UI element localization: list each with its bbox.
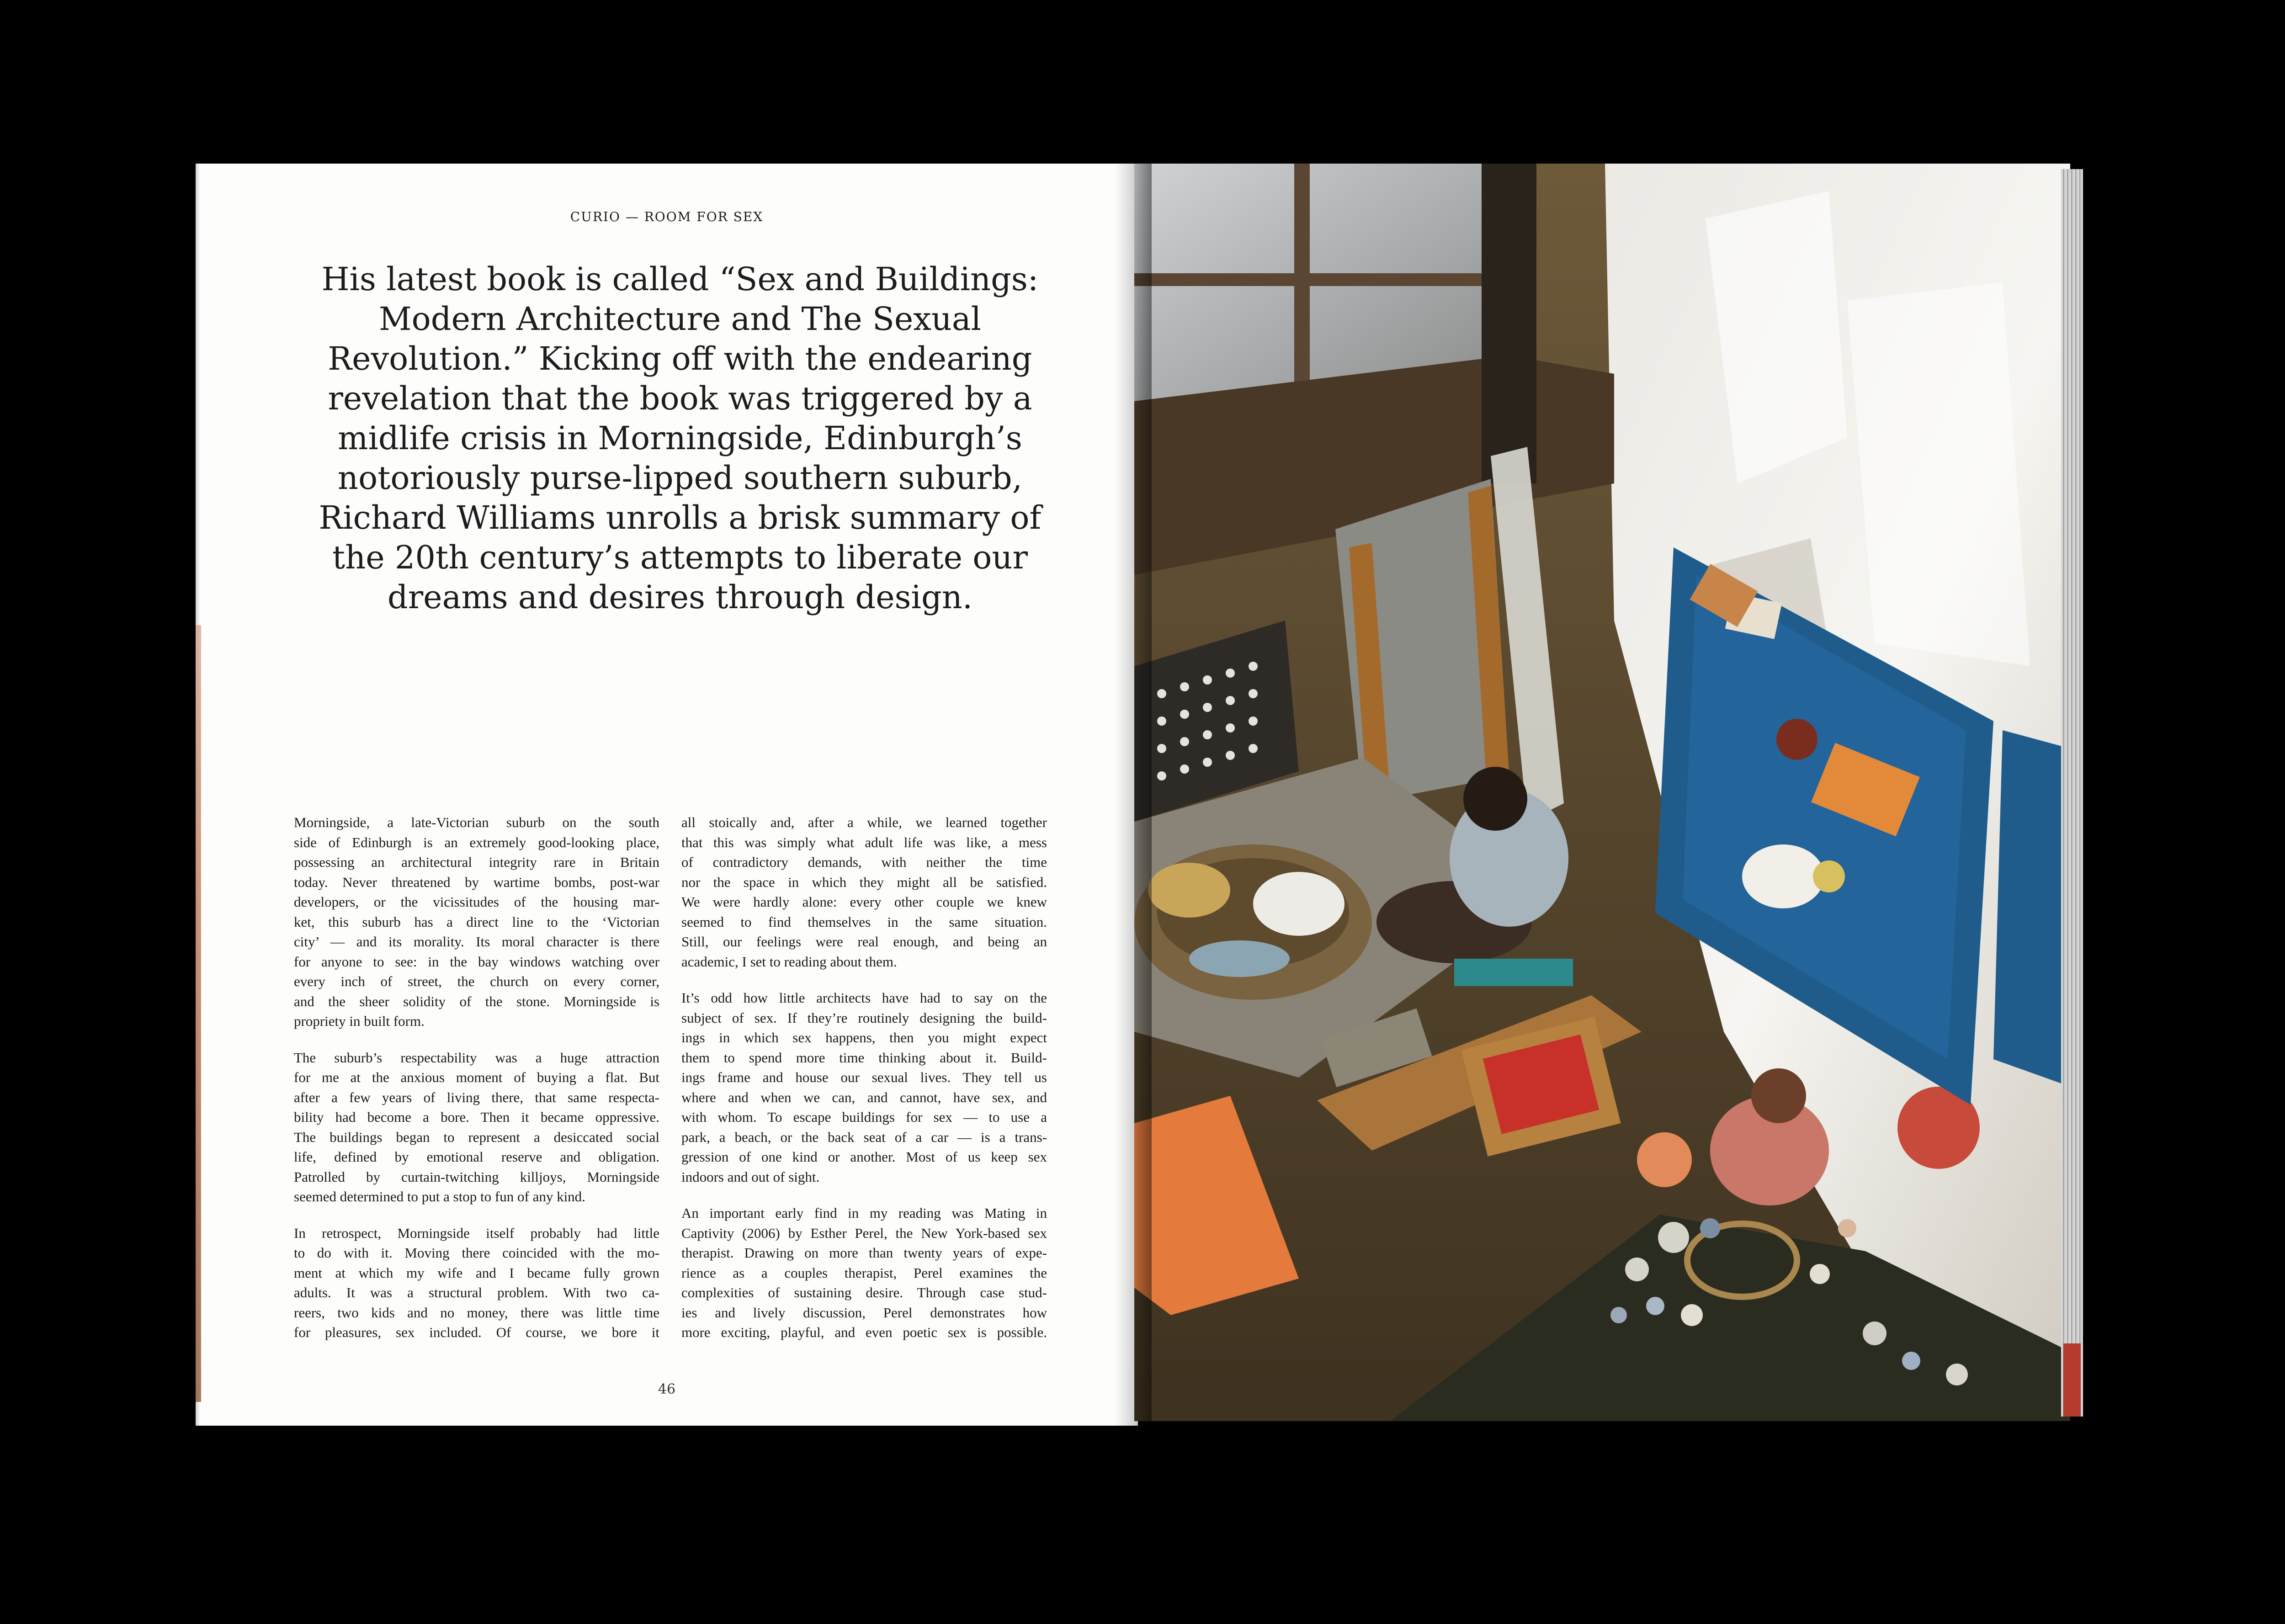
body-line: to do with it. Moving there coincided with the mo- [294, 1245, 659, 1261]
body-line: that this was simply what adult life was like, a mess [681, 834, 1047, 850]
body-line: for anyone to see: in the bay windows watching over [294, 953, 659, 970]
pull-quote-line: midlife crisis in Morningside, Edinburgh’s [338, 419, 1022, 457]
body-line: ket, this suburb has a direct line to the ‘Victorian [294, 913, 659, 930]
body-line: ings in which sex happens, then you might expect [681, 1030, 1047, 1046]
page-stack-tab [2063, 1343, 2081, 1417]
body-line: An important early find in my reading was Mating in [681, 1205, 1047, 1221]
blue-niche-right [1993, 730, 2070, 1087]
body-line: Still, our feelings were real enough, and being an [681, 934, 1047, 950]
body-line: ings frame and house our sexual lives. They tell us [681, 1069, 1047, 1085]
body-paragraph [681, 812, 1047, 971]
interior-photo [1134, 164, 2070, 1421]
body-line: park, a beach, or the back seat of a car — is a trans- [681, 1129, 1047, 1145]
body-line: side of Edinburgh is an extremely good-looking place, [294, 834, 659, 850]
body-paragraph [294, 812, 659, 1031]
body-line: today. Never threatened by wartime bombs, post-war [294, 874, 659, 890]
body-column-left [294, 812, 659, 1359]
cushion [1148, 863, 1230, 918]
niche-doll [1742, 844, 1824, 908]
body-line: possessing an architectural integrity rare in Britain [294, 854, 659, 870]
woman-head [1463, 767, 1527, 831]
pull-quote-line: Revolution.” Kicking off with the endearing [328, 340, 1032, 377]
body-paragraph [294, 1048, 659, 1207]
body-paragraph [294, 1223, 659, 1343]
pull-quote-line: His latest book is called “Sex and Buildings: [321, 260, 1039, 298]
pull-quote-line: notoriously purse-lipped southern suburb, [338, 459, 1022, 497]
body-line: Morningside, a late-Victorian suburb on the south [294, 814, 659, 830]
body-line: life, defined by emotional reserve and obligation. [294, 1149, 659, 1165]
body-line: seemed determined to put a stop to fun of any kind. [294, 1189, 585, 1205]
body-line: and the sheer solidity of the stone. Morningside is [294, 993, 659, 1009]
spine-shadow [1115, 164, 1152, 1426]
page-number: 46 [658, 1381, 676, 1397]
body-line: after a few years of living there, that same respecta- [294, 1089, 659, 1105]
pull-quote-line: the 20th century’s attempts to liberate our [332, 539, 1028, 576]
left-page [196, 164, 1138, 1426]
body-line: for pleasures, sex included. Of course, we bore it [294, 1324, 659, 1340]
body-line: them to spend more time thinking about it. Build- [681, 1049, 1047, 1066]
window-mullion [1134, 273, 1482, 286]
body-line: Captivity (2006) by Esther Perel, the New York-based sex [681, 1225, 1047, 1241]
body-paragraph [681, 1203, 1047, 1343]
body-line: propriety in built form. [294, 1013, 425, 1029]
body-line: of contradictory demands, with neither the time [681, 854, 1047, 870]
cushion [1253, 872, 1344, 936]
body-line: complexities of sustaining desire. Through case stud- [681, 1284, 1047, 1300]
body-paragraph [681, 988, 1047, 1187]
body-line: rience as a couples therapist, Perel examines the [681, 1264, 1047, 1281]
body-line: city’ — and its morality. Its moral character is there [294, 934, 659, 950]
body-line: where and when we can, and cannot, have sex, and [681, 1089, 1047, 1105]
body-line: ies and lively discussion, Perel demonstrates how [681, 1304, 1047, 1321]
body-line: seemed to find themselves in the same situation. [681, 913, 1047, 930]
body-line: subject of sex. If they’re routinely designing the build- [681, 1009, 1047, 1026]
child-head [1751, 1068, 1806, 1123]
body-line: It’s odd how little architects have had to say on the [681, 990, 1047, 1006]
body-line: Patrolled by curtain-twitching killjoys, Morningside [294, 1168, 659, 1185]
body-line: The buildings began to represent a desiccated social [294, 1129, 659, 1145]
body-line: ment at which my wife and I became fully grown [294, 1264, 659, 1281]
body-line: all stoically and, after a while, we learned together [681, 814, 1047, 830]
page-edge-tint [196, 625, 201, 1402]
page-stack-edge [2061, 169, 2083, 1417]
body-line: academic, I set to reading about them. [681, 953, 897, 970]
body-line: We were hardly alone: every other couple we knew [681, 894, 1047, 910]
body-line: every inch of street, the church on every corner, [294, 973, 659, 989]
dark-curtain [1482, 164, 1536, 483]
teal-cushion [1454, 959, 1573, 986]
pull-quote-line: Richard Williams unrolls a brisk summary of [319, 499, 1042, 536]
body-column-right [681, 812, 1047, 1359]
body-line: nor the space in which they might all be satisfied. [681, 874, 1047, 890]
body-line: developers, or the vicissitudes of the housing mar- [294, 894, 659, 910]
pull-quote [310, 260, 1050, 617]
right-page-photo [1134, 164, 2070, 1421]
body-line: gression of one kind or another. Most of us keep sex [681, 1149, 1047, 1165]
pull-quote-line: dreams and desires through design. [387, 578, 973, 616]
cushion [1189, 940, 1290, 977]
niche-toy [1813, 860, 1845, 892]
pull-quote-line: Modern Architecture and The Sexual [378, 300, 982, 338]
body-line: with whom. To escape buildings for sex — to use a [681, 1109, 1047, 1125]
pull-quote-line: revelation that the book was triggered by a [328, 380, 1032, 417]
body-line: therapist. Drawing on more than twenty years of expe- [681, 1245, 1047, 1261]
body-line: indoors and out of sight. [681, 1168, 820, 1185]
body-line: for me at the anxious moment of buying a flat. But [294, 1069, 659, 1085]
body-line: The suburb’s respectability was a huge attraction [294, 1049, 659, 1066]
niche-bowl [1776, 719, 1817, 760]
body-line: bility had become a bore. Then it became oppressive. [294, 1109, 659, 1125]
body-line: reers, two kids and no money, there was little time [294, 1304, 659, 1321]
body-line: adults. It was a structural problem. With two ca- [294, 1284, 659, 1300]
body-line: In retrospect, Morningside itself probably had little [294, 1225, 659, 1241]
body-line: more exciting, playful, and even poetic sex is possible. [681, 1324, 1047, 1340]
orange-ball [1637, 1132, 1692, 1187]
running-head: CURIO — ROOM FOR SEX [570, 209, 764, 224]
sunlight-patch [1847, 282, 2030, 666]
